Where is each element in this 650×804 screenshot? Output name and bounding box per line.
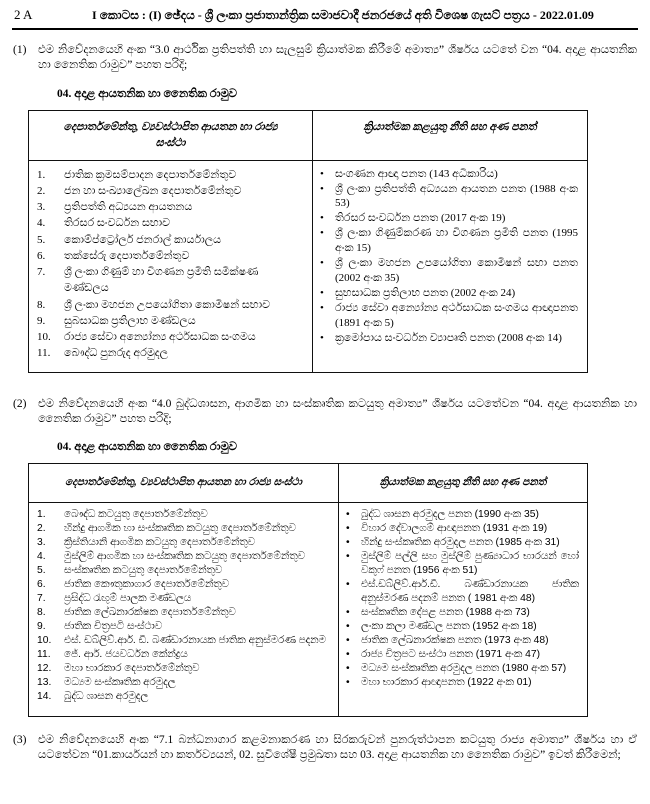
row-number: 1. [37, 168, 46, 181]
bullet-icon: • [346, 662, 350, 674]
row-number: 7. [37, 592, 46, 604]
institution-row [34, 676, 332, 690]
row-number: 7. [37, 266, 46, 279]
institution-row [34, 167, 305, 183]
institution-name: ශ්‍රී ලංකා ගිණුම් හා විගණන ප්‍රමිති සමීක්ෂණ මණ්ඩලය [64, 266, 259, 295]
institution-name: එස්. ඩබ්ලිව්.ආර්. ඩී. බණ්ඩාරනායක ජාතික අනුස්මරණ පදනම [64, 634, 326, 646]
row-number: 6. [37, 249, 46, 262]
institution-row [34, 662, 332, 676]
row-number: 8. [37, 606, 46, 618]
row-number: 3. [37, 536, 46, 548]
institution-name: ජාතික ලේඛනාරක්ෂක දෙපාර්තමේන්තුව [64, 606, 236, 618]
row-number: 14. [37, 690, 52, 702]
header-divider-rule [12, 28, 638, 30]
institution-name: බුද්ධ ශාසන අරමුදල [64, 690, 149, 702]
clause-3-text: එම නිවේදනයෙහි අංක “7.1 බන්ධනාගාර කළමනාකරණ හා සිරකරුවන් පුනරුත්ථාපන කටයුතු රාජ්‍ය අමාත්‍ය” ශීර්ෂය හා ඒ යටතේවන “01.කාර්යයන් හා කර්තව්‍යයන්, 02. සුවිශේෂී ප්‍රමුඛතා සහ 03. අදාළ ආයතනික හා නෛතික රාමුව” ඉවත් කිරීමෙන්; [38, 733, 637, 762]
bullet-icon: • [346, 522, 350, 534]
clause-1-subtitle: 04. අදාළ ආයතනික හා නෛතික රාමුව [57, 87, 238, 100]
institution-row [34, 248, 305, 264]
clause-3-paragraph [13, 733, 637, 764]
institution-row [34, 183, 305, 199]
act-name: බුද්ධ ශාසන අරමුදල පනත (1990 අංක 35) [361, 508, 539, 520]
table-2-body-row [29, 502, 588, 716]
bullet-icon: • [320, 227, 324, 240]
clause-2-paragraph [13, 397, 637, 428]
institution-name: ජාතික ක්‍රමසම්පාදන දෙපාර්තමේන්තුව [64, 168, 237, 181]
act-row [344, 676, 581, 690]
row-number: 8. [37, 298, 46, 311]
row-number: 11. [37, 648, 51, 660]
row-number: 5. [37, 233, 46, 246]
act-name: සංගණන ආඥා පනත (143 අධිකාරිය) [335, 167, 498, 180]
row-number: 2. [37, 184, 46, 197]
institution-name: මහා භාරකාර දෙපාර්තමේන්තුව [64, 662, 200, 674]
row-number: 9. [37, 620, 46, 632]
institution-row [34, 522, 332, 536]
act-name: සංස්කෘතික දේපළ පනත (1988 අංක 73) [361, 606, 530, 618]
act-name: තිරසර සංවර්ධන පනත (2017 අංක 19) [335, 212, 506, 225]
institution-name: කොම්ප්ට්‍රෝලර් ජනරාල් කාර්යාලය [64, 233, 222, 246]
institution-row [34, 620, 332, 634]
table-1-header-row [29, 110, 588, 160]
table-1-institutions-column-header: දෙපාර්තමේන්තු, ව්‍යවස්ථාපිත ආයතන හා රාජ්‍ය සංස්ථා [29, 110, 313, 160]
bullet-icon: • [346, 676, 350, 688]
bullet-icon: • [346, 508, 350, 520]
bullet-icon: • [320, 182, 324, 195]
table-2-acts-cell [339, 502, 588, 716]
act-row [344, 536, 581, 550]
page-header [0, 0, 650, 23]
row-number: 13. [37, 676, 52, 688]
clause-2-number: (2) [13, 397, 27, 410]
bullet-icon: • [320, 257, 324, 270]
institution-row [34, 345, 305, 361]
institution-row [34, 564, 332, 578]
row-number: 3. [37, 201, 46, 214]
act-name: මුස්ලිම් පල්ලි සහ මුස්ලිම් පුණ්‍යාධාර භාරයන් හෝ වකුෆ් පනත (1956 අංක 51) [361, 550, 579, 576]
act-row [344, 508, 581, 522]
bullet-icon: • [346, 634, 350, 646]
table-1-acts-cell [313, 160, 588, 372]
institution-name: ජාතික කෞතුකාගාර දෙපාර්තමේන්තුව [64, 578, 230, 590]
act-row [318, 301, 580, 331]
header-title: I කොටස : (I) ඡේදය - ශ්‍රී ලංකා ප්‍රජාතාන්ත්‍රික සමාජවාදී ජනරජයේ අති විශෙෂ ගැසට් පත්‍රය - 2022.01.09 [92, 8, 594, 22]
act-row [344, 550, 581, 578]
institution-name: සුබසාධක ප්‍රතිලාභ මණ්ඩලය [64, 314, 196, 327]
institution-row [34, 536, 332, 550]
table-2-institutions-cell [29, 502, 339, 716]
act-name: රාජ්‍ය සේවා අන්‍යෝන්‍ය අර්ථසාධක සංගමය ආඥාපනත (1891 අංක 5) [335, 302, 578, 330]
table-1-body-row [29, 160, 588, 372]
institution-row [34, 215, 305, 231]
act-name: මහා භාරකාර ආඥාපනත (1922 අංක 01) [361, 676, 532, 688]
institutions-acts-table-1 [28, 110, 588, 373]
clause-2-text: එම නිවේදනයෙහි අංක “4.0 බුද්ධශාසන, ආගමික හා සංස්කෘතික කටයුතු අමාත්‍ය” ශීර්ෂය යටතේවන “04. අදාළ ආයතනික හා නෛතික රාමුව” පහත පරිදි; [38, 397, 637, 426]
act-name: ශ්‍රී ලංකා මහජන උපයෝගිතා කොමිෂන් සභා පනත (2002 අංක 35) [335, 257, 578, 285]
table-2-header-row [29, 464, 588, 503]
institution-row [34, 508, 332, 522]
row-number: 6. [37, 578, 46, 590]
act-name: හින්දු සංස්කෘතික අරමුදල පනත (1985 අංක 31) [361, 536, 560, 548]
clause-1-paragraph [13, 43, 637, 74]
institution-row [34, 313, 305, 329]
bullet-icon: • [320, 287, 324, 300]
row-number: 2. [37, 522, 46, 534]
bullet-icon: • [346, 578, 350, 590]
institution-name: සංස්කෘතික කටයුතු දෙපාර්තමේන්තුව [64, 564, 223, 576]
bullet-icon: • [320, 167, 324, 180]
table-2-acts-column-header: ක්‍රියාත්මක කළයුතු නීති සහ අණ පනත් [339, 464, 588, 503]
act-row [344, 578, 581, 606]
act-name: ජාතික ලේඛනාරක්ෂක පනත (1973 අංක 48) [361, 634, 549, 646]
institution-name: ශ්‍රී ලංකා මහජන උපයෝගිතා කොමිෂන් සභාව [64, 298, 270, 311]
act-row [344, 648, 581, 662]
institution-row [34, 232, 305, 248]
bullet-icon: • [346, 536, 350, 548]
act-row [318, 211, 580, 226]
row-number: 11. [37, 347, 51, 360]
institution-row [34, 264, 305, 297]
institution-name: හින්දු ආගමික හා සංස්කෘතික කටයුතු දෙපාර්තමේන්තුව [64, 522, 296, 534]
act-name: ක්‍රමෝපාය සංවර්ධන ව්‍යාපෘති පනත (2008 අංක 14) [335, 332, 562, 345]
clause-1-number: (1) [13, 44, 27, 56]
institution-name: ක්‍රිස්තියානි ආගමික කටයුතු දෙපාර්තමේන්තුව [64, 536, 256, 548]
clause-2-subtitle: 04. අදාළ ආයතනික හා නෛතික රාමුව [57, 441, 238, 454]
institution-row [34, 592, 332, 606]
bullet-icon: • [346, 606, 350, 618]
institution-row [34, 634, 332, 648]
act-name: ශ්‍රී ලංකා ප්‍රතිපත්ති අධ්‍යයන ආයතන පනත (1988 අංක 53) [335, 182, 578, 210]
act-row [318, 256, 580, 286]
institution-name: ප්‍රතිපත්ති අධ්‍යයන ආයතනය [64, 201, 193, 214]
row-number: 4. [37, 217, 46, 230]
institution-row [34, 297, 305, 313]
act-row [318, 167, 580, 182]
row-number: 10. [37, 634, 52, 646]
act-row [344, 620, 581, 634]
table-2-institutions-column-header: දෙපාර්තමේන්තු, ව්‍යවස්ථාපිත ආයතන හා රාජ්‍ය සංස්ථා [29, 464, 339, 503]
institution-name: බෞද්ධ කටයුතු දෙපාර්තමේන්තුව [64, 508, 208, 520]
institution-name: තක්සේරු දෙපාර්තමේන්තුව [64, 249, 190, 262]
act-row [344, 634, 581, 648]
row-number: 4. [37, 550, 46, 562]
act-row [318, 286, 580, 301]
institution-row [34, 648, 332, 662]
row-number: 1. [37, 508, 46, 520]
page-number: 2 A [14, 7, 33, 22]
institution-name: රාජ්‍ය සේවා අන්‍යෝන්‍ය අර්ථසාධක සංගමය [64, 331, 256, 344]
clause-3-number: (3) [13, 733, 27, 746]
institutions-acts-table-2 [28, 463, 588, 717]
institution-row [34, 578, 332, 592]
table-1-institutions-cell [29, 160, 313, 372]
act-name: රාජ්‍ය චිත්‍රපට සංස්ථා පනත (1971 අංක 47) [361, 648, 541, 660]
bullet-icon: • [320, 302, 324, 315]
institution-row [34, 690, 332, 704]
institution-name: ජාතික චිත්‍රපටි සංස්ථාව [64, 620, 163, 632]
row-number: 9. [37, 314, 46, 327]
act-name: එස්.ඩබ්ලිව්.ආර්.ඩී. බණ්ඩාරනායක ජාතික අනුස්මරණ පදනම් පනත ( 1981 අංක 48) [361, 578, 579, 604]
institution-name: ජන හා සංඛ්‍යාලේඛන දෙපාර්තමේන්තුව [64, 184, 242, 197]
act-name: ලංකා කලා මණ්ඩල පනත (1952 අංක 18) [361, 620, 537, 632]
bullet-icon: • [346, 620, 350, 632]
act-row [318, 331, 580, 346]
row-number: 12. [37, 662, 52, 674]
table-1-acts-column-header: ක්‍රියාත්මක කළයුතු නීති සහ අණ පනත් [313, 110, 588, 160]
clause-1-text: එම නිවේදනයෙහි අංක “3.0 ආර්ථික ප්‍රතිපත්ති හා සැලසුම් ක්‍රියාත්මක කිරීමේ අමාත්‍ය” ශීර්ෂය යටතේ වන “04. අදාළ ආයතනික හා නෛතික රාමුව” පහත පරිදි; [38, 44, 637, 72]
institution-row [34, 550, 332, 564]
act-name: මධ්‍යම සංස්කෘතික අරමුදල පනත (1980 අංක 57) [361, 662, 567, 674]
institution-row [34, 329, 305, 345]
act-row [344, 606, 581, 620]
institution-name: ප්‍රසිද්ධ රැඟුම් පාලක මණ්ඩලය [64, 592, 192, 604]
institution-name: ජේ. ආර්. ජයවර්ධන කේන්ද්‍රය [64, 648, 188, 660]
act-row [318, 182, 580, 212]
bullet-icon: • [320, 212, 324, 225]
institution-row [34, 606, 332, 620]
institution-name: බෞද්ධ පුනරුද අරමුදල [64, 347, 169, 360]
act-name: ශ්‍රී ලංකා ගිණුම්කරණ හා විගණන ප්‍රමිති පනත (1995 අංක 15) [335, 227, 578, 255]
act-row [344, 522, 581, 536]
act-row [344, 662, 581, 676]
act-row [318, 226, 580, 256]
act-name: විහාර දේවාලගම් ආඥාපනත (1931 අංක 19) [361, 522, 548, 534]
institution-row [34, 199, 305, 215]
act-name: සුභසාධක ප්‍රතිලාභ පනත (2002 අංක 24) [335, 287, 516, 300]
row-number: 5. [37, 564, 46, 576]
institution-name: මධ්‍යම සංස්කෘතික අරමුදල [64, 676, 176, 688]
institution-name: තිරසර සංවර්ධන සභාව [64, 217, 171, 230]
bullet-icon: • [346, 648, 350, 660]
row-number: 10. [37, 331, 51, 344]
bullet-icon: • [320, 332, 324, 345]
institution-name: මුස්ලිම් ආගමික හා සංස්කෘතික කටයුතු දෙපාර්තමේන්තුව [64, 550, 305, 562]
bullet-icon: • [346, 550, 350, 562]
